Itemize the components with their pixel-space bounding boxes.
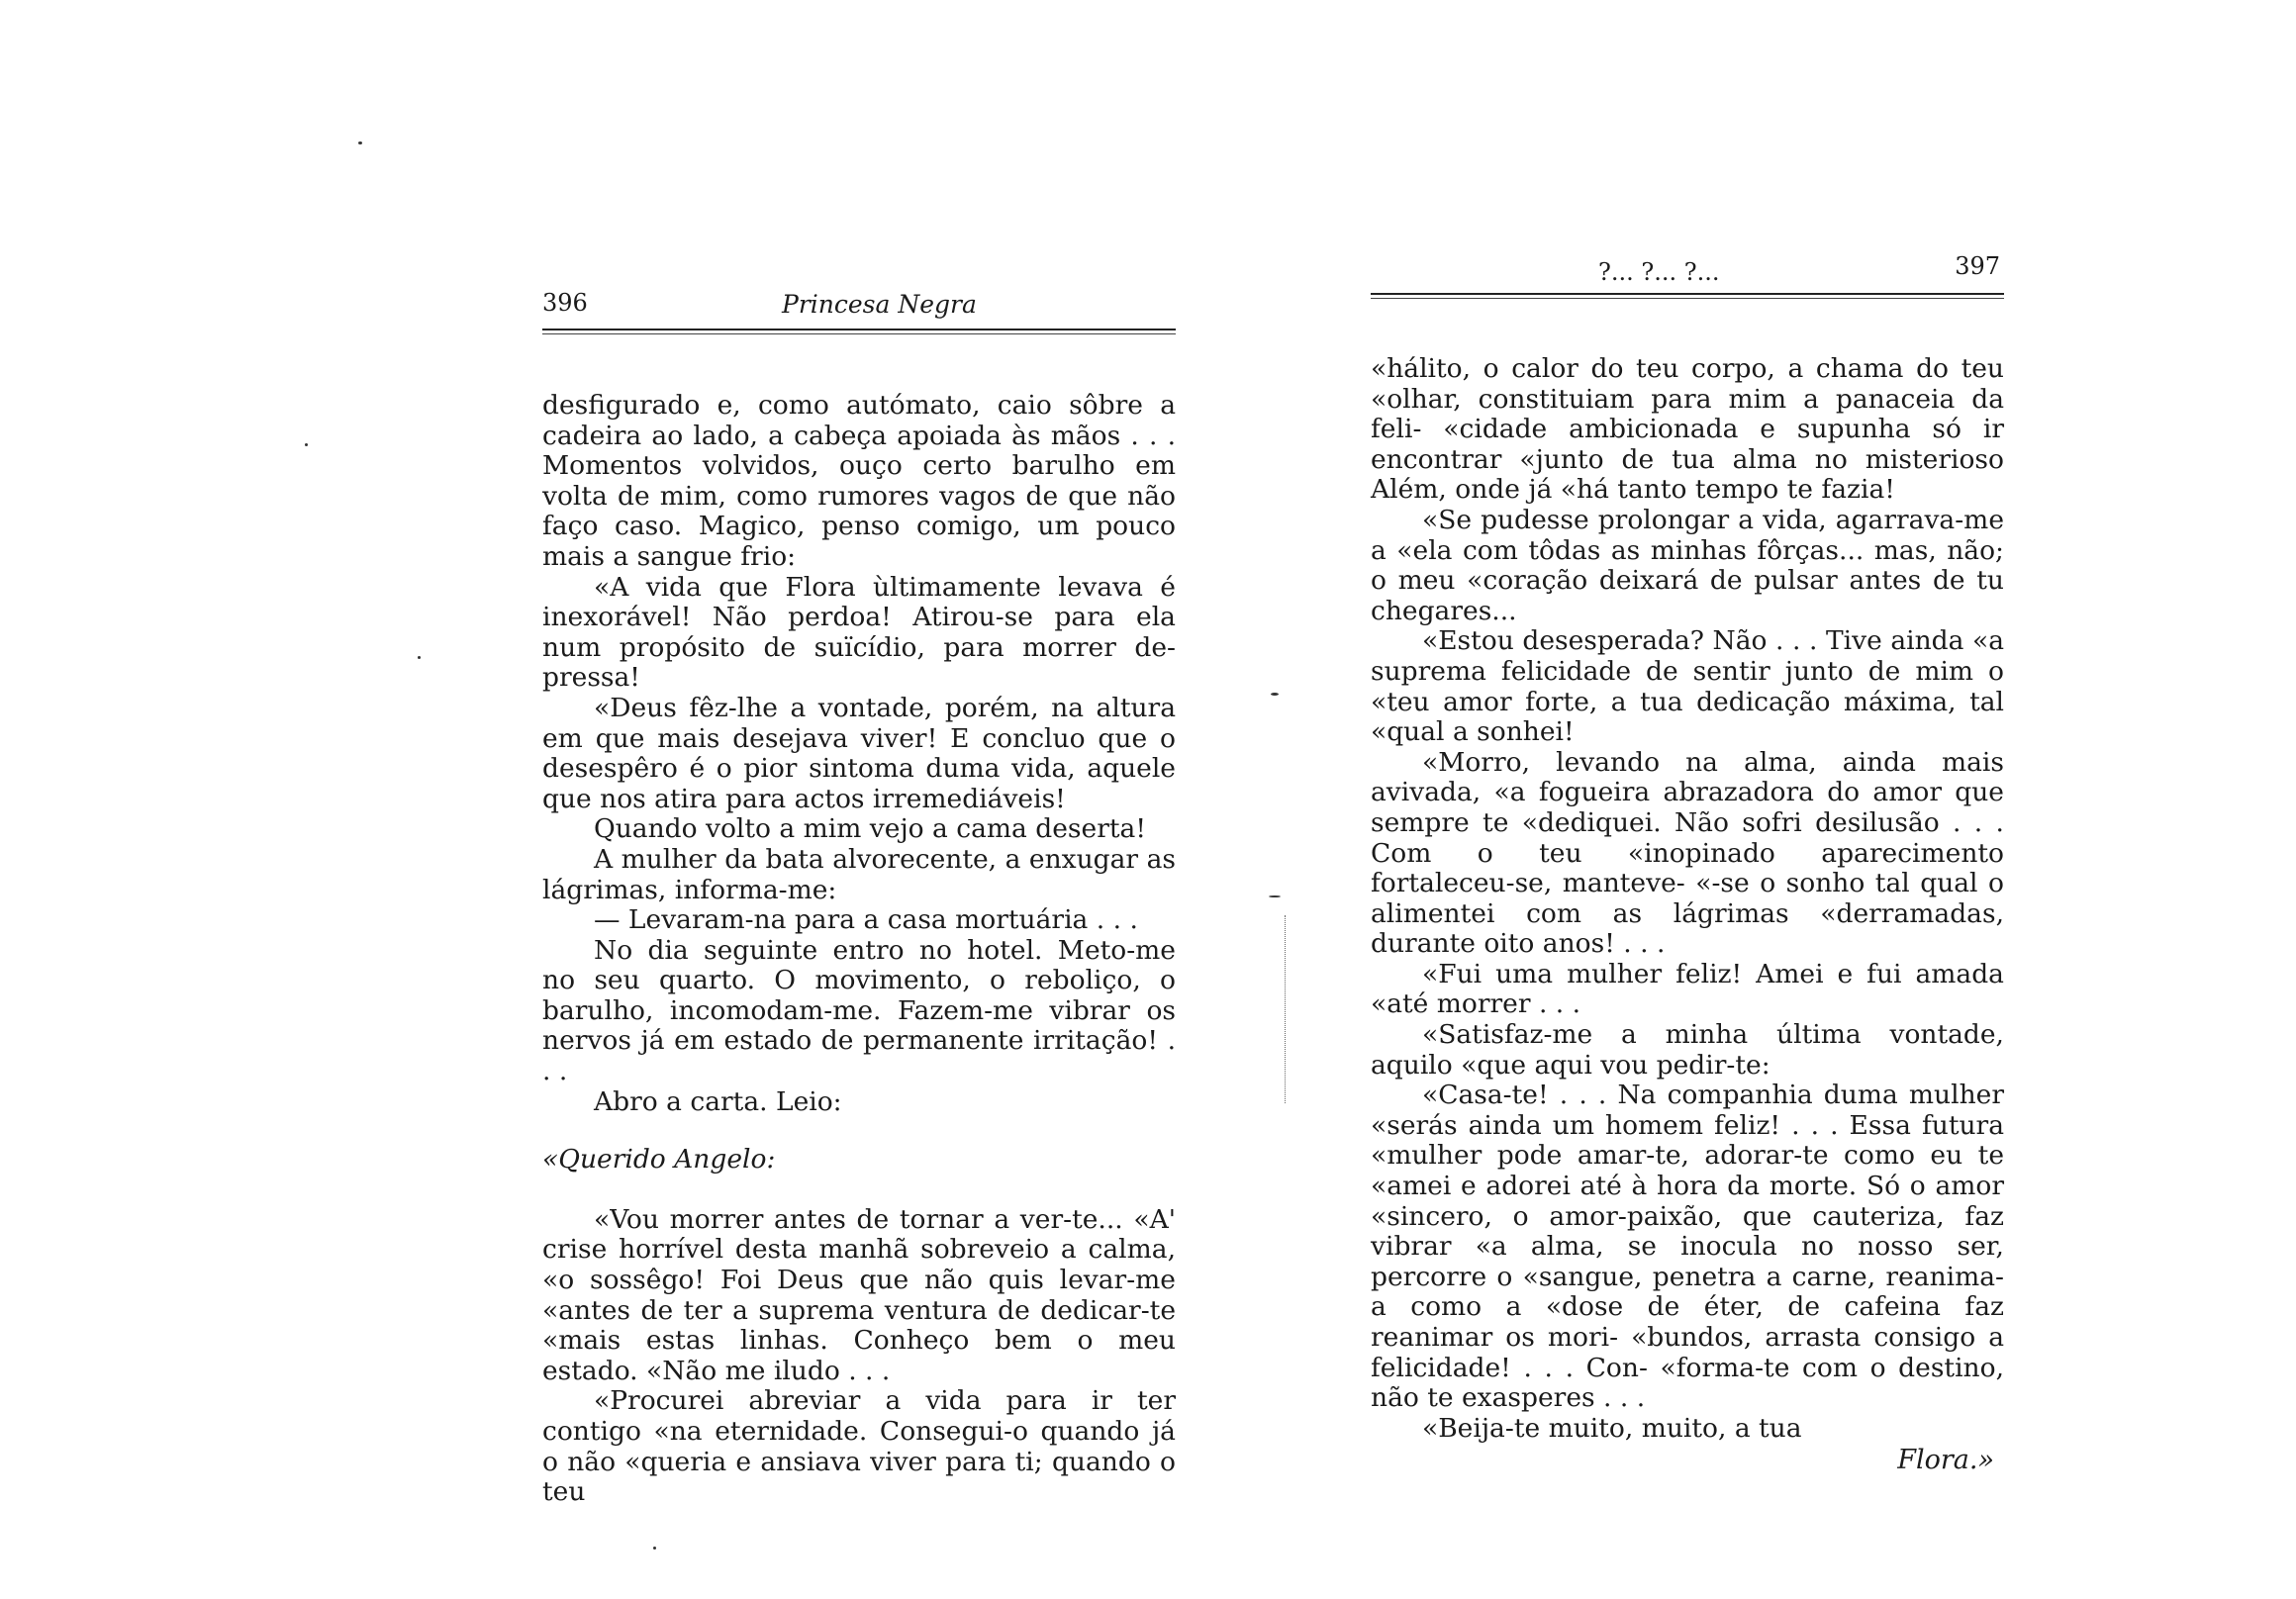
paragraph: Quando volto a mim vejo a cama deserta! <box>594 813 1146 845</box>
header-rule <box>542 329 1176 330</box>
letter-paragraph: «hálito, o calor do teu corpo, a chama do teu «olhar, constituiam para mim a panaceia da feli- «cidade ambicionada e supunha só ir encontrar «junto de tua alma no misterioso Além, onde já «há tanto tempo te fazia! <box>1371 353 2004 506</box>
letter-paragraph: «Satisfaz-me a minha última vontade, aquilo «que aqui vou pedir-te: <box>1371 1019 2004 1081</box>
running-title: ?... ?... ?... <box>1598 258 1720 286</box>
letter-paragraph: «Fui uma mulher feliz! Amei e fui amada «até morrer . . . <box>1371 958 2004 1020</box>
paragraph: A mulher da bata alvorecente, a enxugar as lágrimas, informa-me: <box>542 843 1176 905</box>
header-rule <box>1371 293 2004 295</box>
scan-speck <box>305 443 308 446</box>
scan-speck <box>653 1547 656 1550</box>
paragraph: Abro a carta. Leio: <box>594 1085 842 1117</box>
letter-paragraph: «Estou desesperada? Não . . . Tive ainda «a suprema felicidade de sentir junto de mim o «teu amor forte, a tua dedicação máxima, tal «qual a sonhei! <box>1371 625 2004 748</box>
scan-speck <box>1269 895 1281 897</box>
letter-signature: Flora.» <box>1897 1445 1994 1476</box>
scan-speck <box>358 141 362 144</box>
left-page <box>542 287 1176 1508</box>
left-page-body <box>542 391 1176 1508</box>
paragraph: desfigurado e, como autómato, caio sôbre a cadeira ao lado, a cabeça apoiada às mãos . . . Momentos volvidos, ouço certo barulho em volta de mim, como rumores vagos de que não faço caso. Magico, penso comigo, um pouco mais a sangue frio: <box>542 390 1176 572</box>
letter-paragraph: «Casa-te! . . . Na companhia duma mulher «serás ainda um homem feliz! . . . Essa futura «mulher pode amar-te, adorar-te como eu te «amei e adorei até à hora da morte. Só o amor «sincero, o amor-paixão, que cauteriza, faz vibrar «a alma, se inocula no nosso ser, percorre o «sangue, penetra a carne, reanima-a como a «dose de éter, de cafeina faz reanimar os mori- «bundos, arrasta consigo a felicidade! . . . Con- «forma-te com o destino, não te exasperes . . . <box>1371 1080 2004 1414</box>
header-rule-thin <box>1371 298 2004 299</box>
paragraph: No dia seguinte entro no hotel. Meto-me no seu quarto. O movimento, o reboliço, o barulho, incomodam-me. Fazem-me vibrar os nervos já em estado de permanente irritação! . . . <box>542 934 1176 1087</box>
right-page-body <box>1371 354 2004 1476</box>
letter-salutation: «Querido Angelo: <box>542 1144 776 1176</box>
letter-paragraph: «Morro, levando na alma, ainda mais avivada, «a fogueira abrazadora do amor que sempre te «dediquei. Não sofri desilusão . . . Com o teu «inopinado aparecimento fortaleceu-se, manteve- «-se o sonho tal qual o alimentei com as lágrimas «derramadas, durante oito anos! . . . <box>1371 746 2004 960</box>
page-number: 396 <box>542 289 588 317</box>
scan-speck <box>1271 693 1279 696</box>
paragraph: «Deus fêz-lhe a vontade, porém, na altura em que mais desejava viver! E concluo que o desespêro é o pior sintoma duma vida, aquele que nos atira para actos irremediáveis! <box>542 692 1176 814</box>
scan-speck <box>418 656 421 659</box>
page-number: 397 <box>1955 252 2000 280</box>
paragraph: «A vida que Flora ùltimamente levava é inexorável! Não perdoa! Atirou-se para ela num propósito de suïcídio, para morrer de-pressa! <box>542 571 1176 694</box>
paragraph: — Levaram-na para a casa mortuária . . . <box>594 904 1138 936</box>
right-page <box>1371 252 2004 1476</box>
right-page-header <box>1371 252 2004 292</box>
letter-paragraph: «Procurei abreviar a vida para ir ter contigo «na eternidade. Consegui-o quando já o não «queria e ansiava viver para ti; quando o teu <box>542 1385 1176 1508</box>
running-title: Princesa Negra <box>782 290 977 319</box>
letter-paragraph: «Vou morrer antes de tornar a ver-te... «A' crise horrível desta manhã sobreveio a calma, «o sossêgo! Foi Deus que não quis levar-me «antes de ter a suprema ventura de dedicar-te «mais estas linhas. Conheço bem o meu estado. «Não me iludo . . . <box>542 1203 1176 1386</box>
letter-paragraph: «Se pudesse prolongar a vida, agarrava-me a «ela com tôdas as minhas fôrças... mas, não; o meu «coração deixará de pulsar antes de tu chegares... <box>1371 504 2004 626</box>
left-page-header <box>542 287 1176 327</box>
letter-paragraph: «Beija-te muito, muito, a tua <box>1422 1412 1802 1444</box>
gutter-shadow <box>1285 915 1287 1103</box>
header-rule-thin <box>542 333 1176 334</box>
